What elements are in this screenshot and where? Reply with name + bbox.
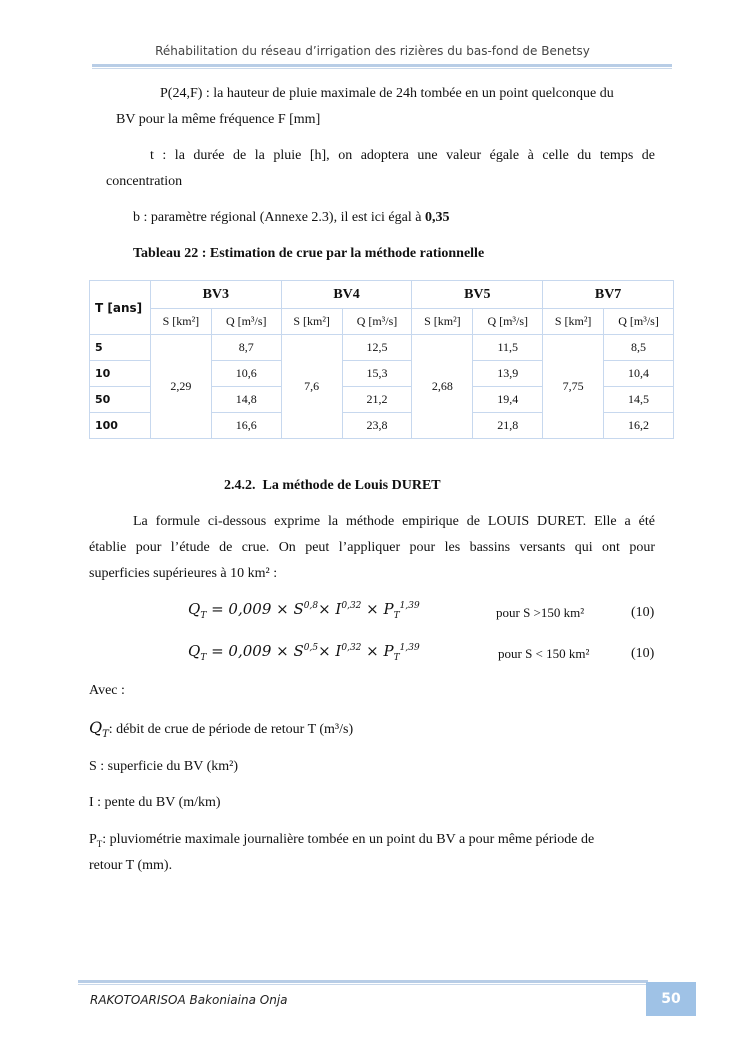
group-header: BV4 — [281, 281, 412, 309]
q-value-cell: 16,6 — [211, 413, 281, 439]
header-rule — [92, 64, 672, 67]
running-header: Réhabilitation du réseau d’irrigation des rizières du bas-fond de Benetsy — [155, 44, 590, 58]
formula-p-exp: 1,39 — [399, 601, 420, 611]
p24f-line2: BV pour la même fréquence F [mm] — [116, 112, 321, 127]
p24f-line1: P(24,F) : la hauteur de pluie maximale de 24h tombée en un point quelconque du — [160, 86, 614, 101]
b-value: 0,35 — [424, 210, 450, 225]
s-definition: S : superficie du BV (km²) — [89, 759, 238, 774]
q-value-cell: 23,8 — [342, 413, 412, 439]
group-header: BV3 — [150, 281, 281, 309]
t-line2: concentration — [106, 174, 183, 189]
b-parameter — [133, 206, 449, 230]
t-line1: t : la durée de la pluie [h], on adoptera une valeur égale à celle du temps de — [150, 148, 655, 163]
q-column-header: Q [m³/s] — [211, 309, 281, 335]
q-value-cell: 21,2 — [342, 387, 412, 413]
q-column-header: Q [m³/s] — [342, 309, 412, 335]
formula-q-sub: T — [200, 653, 207, 663]
period-cell: 5 — [90, 335, 151, 361]
formula-p-sub: T — [393, 611, 400, 621]
s-column-header: S [km²] — [150, 309, 211, 335]
s-column-header: S [km²] — [543, 309, 604, 335]
period-header: T [ans] — [90, 281, 151, 335]
formula-i: × I — [318, 600, 342, 618]
q-value-cell: 14,8 — [211, 387, 281, 413]
group-header: BV7 — [543, 281, 674, 309]
q-value-cell: 10,4 — [604, 361, 674, 387]
formula-p-sub: T — [393, 653, 400, 663]
section-heading — [224, 474, 441, 498]
formula-p: × P — [361, 642, 394, 660]
duret-para-line2: établie pour l’étude de crue. On peut l’appliquer pour les bassins versants qui ont pour — [89, 540, 655, 555]
q-value-cell: 16,2 — [604, 413, 674, 439]
q-value-cell: 21,8 — [473, 413, 543, 439]
q-value-cell: 8,5 — [604, 335, 674, 361]
header-rule-thin — [92, 68, 672, 69]
qt-symbol-sub: T — [102, 728, 109, 740]
formula-p: × P — [361, 600, 394, 618]
page-number: 50 — [646, 982, 696, 1016]
q-value-cell: 8,7 — [211, 335, 281, 361]
pt-symbol-sub: T — [96, 838, 103, 849]
duret-formula-large — [188, 600, 420, 621]
section-number: 2.4.2. — [224, 478, 256, 493]
q-value-cell: 13,9 — [473, 361, 543, 387]
s-value-cell: 2,29 — [150, 335, 211, 439]
pt-symbol: P — [89, 832, 97, 847]
duret-formula-small — [188, 642, 420, 663]
table-caption: Tableau 22 : Estimation de crue par la méthode rationnelle — [133, 246, 485, 261]
period-cell: 100 — [90, 413, 151, 439]
q-value-cell: 14,5 — [604, 387, 674, 413]
footer-rule-thin — [78, 984, 648, 985]
formula-i-exp: 0,32 — [341, 643, 362, 653]
s-column-header: S [km²] — [281, 309, 342, 335]
q-value-cell: 15,3 — [342, 361, 412, 387]
pt-definition-line1 — [89, 828, 594, 856]
formula-s-exp: 0,5 — [303, 643, 319, 653]
formula-i: × I — [318, 642, 342, 660]
duret-para-line1: La formule ci-dessous exprime la méthode empirique de LOUIS DURET. Elle a été — [133, 514, 655, 529]
s-column-header: S [km²] — [412, 309, 473, 335]
period-cell: 50 — [90, 387, 151, 413]
section-title: La méthode de Louis DURET — [262, 478, 441, 493]
s-value-cell: 7,75 — [543, 335, 604, 439]
pt-text: : pluviométrie maximale journalière tombée en un point du BV a pour même période de — [102, 832, 595, 847]
q-value-cell: 11,5 — [473, 335, 543, 361]
q-value-cell: 12,5 — [342, 335, 412, 361]
q-value-cell: 19,4 — [473, 387, 543, 413]
formula-s-exp: 0,8 — [303, 601, 319, 611]
footer-author: RAKOTOARISOA Bakoniaina Onja — [90, 993, 288, 1007]
qt-text: : débit de crue de période de retour T (m³/s) — [108, 722, 354, 737]
formula-condition: pour S < 150 km² — [498, 646, 590, 661]
formula-coef: = 0,009 × S — [206, 600, 304, 618]
table-row — [90, 335, 674, 361]
equation-number: (10) — [631, 605, 655, 620]
s-value-cell: 7,6 — [281, 335, 342, 439]
period-cell: 10 — [90, 361, 151, 387]
qt-definition — [89, 716, 353, 747]
formula-q-sub: T — [200, 611, 207, 621]
q-value-cell: 10,6 — [211, 361, 281, 387]
footer-rule — [78, 980, 648, 983]
formula-condition: pour S >150 km² — [496, 605, 585, 620]
pt-definition-line2: retour T (mm). — [89, 858, 173, 873]
duret-para-line3: superficies supérieures à 10 km² : — [89, 566, 278, 581]
b-text: b : paramètre régional (Annexe 2.3), il est ici égal à — [133, 210, 425, 225]
q-column-header: Q [m³/s] — [473, 309, 543, 335]
flood-estimation-table — [89, 280, 674, 439]
formula-coef: = 0,009 × S — [206, 642, 304, 660]
q-column-header: Q [m³/s] — [604, 309, 674, 335]
formula-q: Q — [188, 642, 201, 660]
equation-number: (10) — [631, 646, 655, 661]
formula-p-exp: 1,39 — [399, 643, 420, 653]
avec-label: Avec : — [89, 683, 125, 698]
i-definition: I : pente du BV (m/km) — [89, 795, 221, 810]
s-value-cell: 2,68 — [412, 335, 473, 439]
qt-symbol: Q — [89, 718, 103, 737]
formula-q: Q — [188, 600, 201, 618]
group-header: BV5 — [412, 281, 543, 309]
formula-i-exp: 0,32 — [341, 601, 362, 611]
